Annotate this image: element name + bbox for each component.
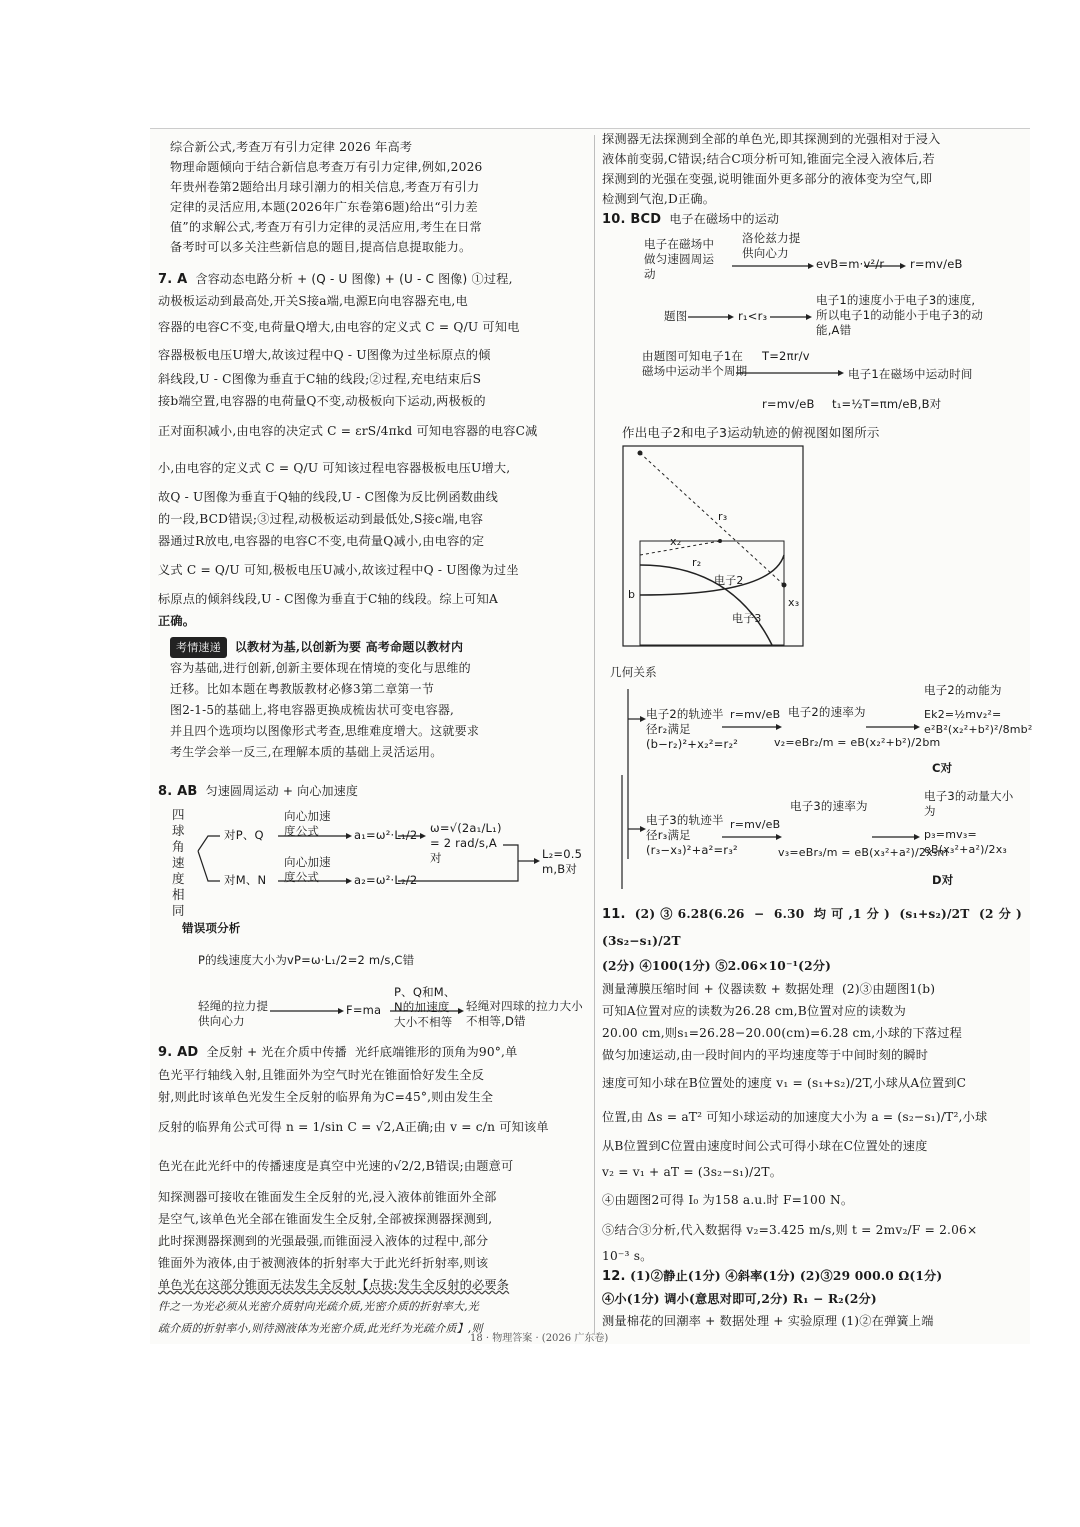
q7-line: 容器的电容C不变,电荷量Q增大,由电容的定义式 C = Q/U 可知电 <box>158 320 520 334</box>
q9-line: 疏介质的折射率小,则待测液体为光密介质,此光纤为光疏介质】,则 <box>158 1322 483 1335</box>
q8-vertical-label: 四球角速度相同 <box>172 807 185 918</box>
question-7 <box>158 269 588 632</box>
q11-line: 10⁻³ s。 <box>602 1249 653 1263</box>
q8-row2-mid: 向心加速度公式 <box>284 855 331 884</box>
q9-line: 色光在此光纤中的传播速度是真空中光速的√2/2,B错误;由题意可 <box>158 1159 514 1173</box>
q12-line: (1)②静止(1分) ④斜率(1分) (2)③29 000.0 Ω(1分) <box>630 1269 943 1283</box>
q11-line: (2)③由题图1(b) <box>841 982 936 996</box>
q8-row1-eq: a₁=ω²·L₁/2 <box>354 828 418 842</box>
q7-line: 正确。 <box>158 614 196 628</box>
kaoqing-line: 并且四个选项均以图像形式考查,思维难度增大。这就要求 <box>170 724 480 738</box>
q8-row1-right: ω=√(2a₁/L₁) = 2 rad/s,A对 <box>430 821 502 865</box>
fig-label-r3: r₃ <box>718 510 728 523</box>
q8-row1-mid: 向心加速度公式 <box>284 809 331 838</box>
kaoqing-line: 图2-1-5的基础上,将电容器更换成梳齿状可变电容器, <box>170 703 455 717</box>
question-11 <box>602 901 1022 1266</box>
q9-line: 反射的临界角公式可得 n = 1/sin C = √2,A正确;由 v = c/n 可知该单 <box>158 1120 549 1134</box>
q7-number: 7. A <box>158 272 188 287</box>
q10-g-e2-res: C对 <box>932 761 953 775</box>
page-footer: 18 · 物理答案 · (2026 广东卷) <box>470 1333 609 1344</box>
q7-line: 接b端空置,电容器的电荷量Q不变,动极板向下运动,两极板的 <box>158 394 486 408</box>
q10-f1-res: r=mv/eB <box>910 257 963 271</box>
q11-line: 20.00 cm,则s₁=26.28−20.00(cm)=6.28 cm,小球的下落过程 <box>602 1026 963 1040</box>
q10-f1-left: 电子在磁场中做匀速圆周运动 <box>644 237 715 281</box>
kaoqing-line: 容为基础,进行创新,创新主要体现在情境的变化与思维的 <box>170 661 471 675</box>
q8-flow-arrows <box>158 781 590 1031</box>
q10-trajectory-figure <box>622 445 812 659</box>
q8-number: 8. AB <box>158 784 198 799</box>
q8-tag: 匀速圆周运动 + 向心加速度 <box>205 784 359 798</box>
q10-g-e2-eq: r=mv/eB <box>730 708 781 721</box>
q11-line: ⑤结合③分析,代入数据得 v₂=3.425 m/s,则 t = 2mv₂/F = 2.06× <box>602 1223 978 1237</box>
q10-g-e3-p-title: 电子3的动量大小为 <box>924 789 1014 818</box>
note-line: 定律的灵活应用,本题(2026年广东卷第6题)给出“引力差 <box>170 200 478 214</box>
q11-line: 位置,由 Δs = aT² 可知小球运动的加速度大小为 a = (s₂−s₁)/T²,小球 <box>602 1110 988 1124</box>
q10-tag: 电子在磁场中的运动 <box>669 212 780 226</box>
q9-line: 件之一为光必须从光密介质射向光疏介质,光密介质的折射率大,光 <box>158 1300 479 1313</box>
q10-g-e3-speed: v₃=eBr₃/m = eB(x₃²+a²)/2x₃m <box>778 846 949 859</box>
q11-line: v₂ = v₁ + aT = (3s₂−s₁)/2T。 <box>602 1165 783 1179</box>
q9-tag: 全反射 + 光在介质中传播 <box>206 1045 347 1059</box>
column-divider <box>594 135 595 1335</box>
q10-g-e3-left: 电子3的轨迹半径r₃满足(r₃−x₃)²+a²=r₃² <box>646 813 738 857</box>
q9-continued <box>602 129 1022 209</box>
q10-f3-res2: t₁=½T=πm/eB,B对 <box>832 397 942 411</box>
question-8 <box>158 781 590 1031</box>
q10-f3-res: 电子1在磁场中运动时间 <box>848 367 973 381</box>
note-line: 备考时可以多关注些新信息的题目,提高信息提取能力。 <box>170 240 472 254</box>
q7-line: 容器极板电压U增大,故该过程中Q - U图像为过坐标原点的倾 <box>158 348 491 362</box>
q10-f1-eq: evB=m·v²/r <box>816 257 885 271</box>
fig-label-x2: x₂ <box>670 535 682 548</box>
q10-g-e2-ke-title: 电子2的动能为 <box>924 683 1002 697</box>
q7-line: 小,由电容的定义式 C = Q/U 可知该过程电容器极板电压U增大, <box>158 461 511 475</box>
q10-f2-res: 电子1的速度小于电子3的速度,所以电子1的动能小于电子3的动能,A错 <box>816 293 984 337</box>
q9-cont-line: 液体前变弱,C错误;结合C项分析可知,锥面完全浸入液体后,若 <box>602 152 935 166</box>
q8-row2-left: 对M、N <box>224 873 267 887</box>
q10-g-e3-res: D对 <box>932 873 954 887</box>
q9-line: 此时探测器探测到的光强最强,而锥面浸入液体的过程中,部分 <box>158 1234 489 1248</box>
q8-result: L₂=0.5 m,B对 <box>542 847 583 876</box>
q11-answer: (2)③6.28(6.26 − 6.30 均可,1分) (s₁+s₂)/2T (2分) (3s₂−s₁)/2T <box>602 907 1022 948</box>
q9-cont-line: 检测到气泡,D正确。 <box>602 192 716 206</box>
q8-last-right: 轻绳对四球的拉力大小不相等,D错 <box>466 999 583 1028</box>
q9-line: 单色光在这部分锥面无法发生全反射【点拔:发生全反射的必要条 <box>158 1278 510 1292</box>
q10-g-e2-speed-title: 电子2的速率为 <box>788 705 866 719</box>
question-9 <box>158 1041 588 1340</box>
q7-line: 标原点的倾斜线段,U - C图像为垂直于C轴的线段。综上可知A <box>158 592 498 606</box>
q11-number: 11. <box>602 907 626 922</box>
q7-line: 义式 C = Q/U 可知,极板电压U减小,故该过程中Q - U图像为过坐 <box>158 563 519 577</box>
q10-fig-caption: 作出电子2和电子3运动轨迹的俯视图如图所示 <box>622 425 880 440</box>
q10-g-e2-left: 电子2的轨迹半径r₂满足(b−r₂)²+x₂²=r₂² <box>646 707 739 751</box>
q9-line: 色光平行轴线入射,且锥面外为空气时光在锥面恰好发生全反 <box>158 1068 485 1082</box>
q10-geo-title: 几何关系 <box>610 665 657 679</box>
q10-g-e2-speed: v₂=eBr₂/m = eB(x₂²+b²)/2bm <box>774 736 941 749</box>
q10-f3-eq2: r=mv/eB <box>762 397 815 411</box>
q12-number: 12. <box>602 1269 626 1284</box>
q10-g-e3-speed-title: 电子3的速率为 <box>790 799 868 813</box>
fig-label-e3: 电子3 <box>732 612 762 625</box>
q11-line: 速度可知小球在B位置处的速度 v₁ = (s₁+s₂)/2T,小球从A位置到C <box>602 1076 967 1090</box>
note-line: 综合新公式,考查万有引力定律 2026 年高考 <box>170 140 413 154</box>
q9-line: 光纤底端锥形的顶角为90°,单 <box>354 1045 518 1059</box>
q10-f1-arrow: 洛伦兹力提供向心力 <box>742 231 801 260</box>
q9-line: 是空气,该单色光全部在锥面发生全反射,全部被探测器探测到, <box>158 1212 493 1226</box>
q8-error-line: P的线速度大小为vP=ω·L₁/2=2 m/s,C错 <box>198 953 415 967</box>
q7-line: 故Q - U图像为垂直于Q轴的线段,U - C图像为反比例函数曲线 <box>158 490 498 504</box>
kaoqing-box <box>170 637 590 763</box>
note-line: 物理命题倾向于结合新信息考查万有引力定律,例如,2026 <box>170 160 483 174</box>
q8-row1-left: 对P、Q <box>224 828 264 842</box>
q10-f2-left: 题图 <box>664 309 688 323</box>
q8-last-left: 轻绳的拉力提供向心力 <box>198 999 269 1028</box>
question-10 <box>602 209 1033 889</box>
q11-tag: 测量薄膜压缩时间 + 仪器读数 + 数据处理 <box>602 982 834 996</box>
q9-line: 知探测器可接收在锥面发生全反射的光,浸入液体前锥面外全部 <box>158 1190 497 1204</box>
q11-line: 做匀加速运动,由一段时间内的平均速度等于中间时刻的瞬时 <box>602 1048 929 1062</box>
q9-number: 9. AD <box>158 1045 199 1060</box>
question-12 <box>602 1265 1022 1332</box>
q8-error-title: 错误项分析 <box>182 921 241 935</box>
fig-label-x3: x₃ <box>788 596 800 609</box>
q12-line: 测量棉花的回潮率 + 数据处理 + 实验原理 (1)②在弹簧上端 <box>602 1314 934 1328</box>
kaoqing-badge: 考情速递 <box>170 637 227 658</box>
q7-line: 斜线段,U - C图像为垂直于C轴的线段;②过程,充电结束后S <box>158 372 482 386</box>
q11-line: 从B位置到C位置由速度时间公式可得小球在C位置处的速度 <box>602 1139 928 1153</box>
q11-line: ④由题图2可得 I₀ 为158 a.u.时 F=100 N。 <box>602 1193 854 1207</box>
q9-cont-line: 探测到的光强在变强,说明锥面外更多部分的液体变为空气,即 <box>602 172 933 186</box>
kaoqing-line: 以教材为基,以创新为要 高考命题以教材内 <box>234 640 464 654</box>
q10-f2-eq: r₁<r₃ <box>738 309 768 323</box>
q10-g-e3-eq: r=mv/eB <box>730 818 781 831</box>
q7-line: ①过程, <box>471 272 513 286</box>
q10-g-e3-p: p₃=mv₃= eB(x₃²+a²)/2x₃ <box>924 828 1008 856</box>
fig-label-e2: 电子2 <box>714 574 744 587</box>
fig-label-r2: r₂ <box>692 556 702 569</box>
q10-f3-eq1: T=2πr/v <box>762 349 810 363</box>
q7-line: 器通过R放电,电容器的电容C不变,电荷量Q减小,由电容的定 <box>158 534 485 548</box>
q7-line: 动极板运动到最高处,开关S接a端,电源E向电容器充电,电 <box>158 294 468 308</box>
q11-answer2: (2分) ④100(1分) ⑤2.06×10⁻¹(2分) <box>602 959 832 973</box>
fig-label-b: b <box>628 588 636 601</box>
q7-line: 的一段,BCD错误;③过程,动极板运动到最低处,S接c端,电容 <box>158 512 484 526</box>
note-line: 值”的求解公式,考查万有引力定律的灵活应用,考生在日常 <box>170 220 482 234</box>
kaoqing-line: 考生学会举一反三,在理解本质的基础上灵活运用。 <box>170 745 443 759</box>
q10-f3-left: 由题图可知电子1在磁场中运动半个周期 <box>642 349 748 378</box>
answer-page <box>150 128 1033 1344</box>
q7-line: 正对面积减小,由电容的决定式 C = εrS/4πkd 可知电容器的电容C减 <box>158 424 538 438</box>
q11-line: 可知A位置对应的读数为26.28 cm,B位置对应的读数为 <box>602 1004 906 1018</box>
q9-line: 锥面外为液体,由于被测液体的折射率大于此光纤折射率,则该 <box>158 1256 489 1270</box>
q8-last-eq: F=ma <box>346 1003 382 1017</box>
q8-last-mid: P、Q和M、N的加速度大小不相等 <box>394 985 456 1029</box>
q9-cont-line: 探测器无法探测到全部的单色光,即其探测到的光强相对于浸入 <box>602 132 941 146</box>
q8-row2-eq: a₂=ω²·L₂/2 <box>354 873 418 887</box>
note-line: 年贵州卷第2题给出月球引潮力的相关信息,考查万有引力 <box>170 180 480 194</box>
q10-number: 10. BCD <box>602 212 662 227</box>
q9-line: 射,则此时该单色光发生全反射的临界角为C=45°,则由发生全 <box>158 1090 494 1104</box>
q10-g-e2-ke: Ek2=½mv₂²= e²B²(x₂²+b²)²/8mb² <box>924 708 1033 736</box>
q7-tag: 含容动态电路分析 + (Q - U 图像) + (U - C 图像) <box>195 272 468 286</box>
top-note <box>170 137 580 257</box>
kaoqing-line: 迁移。比如本题在粤教版教材必修3第二章第一节 <box>170 682 435 696</box>
q12-line: ④小(1分) 调小(意思对即可,2分) R₁ − R₂(2分) <box>602 1292 877 1306</box>
